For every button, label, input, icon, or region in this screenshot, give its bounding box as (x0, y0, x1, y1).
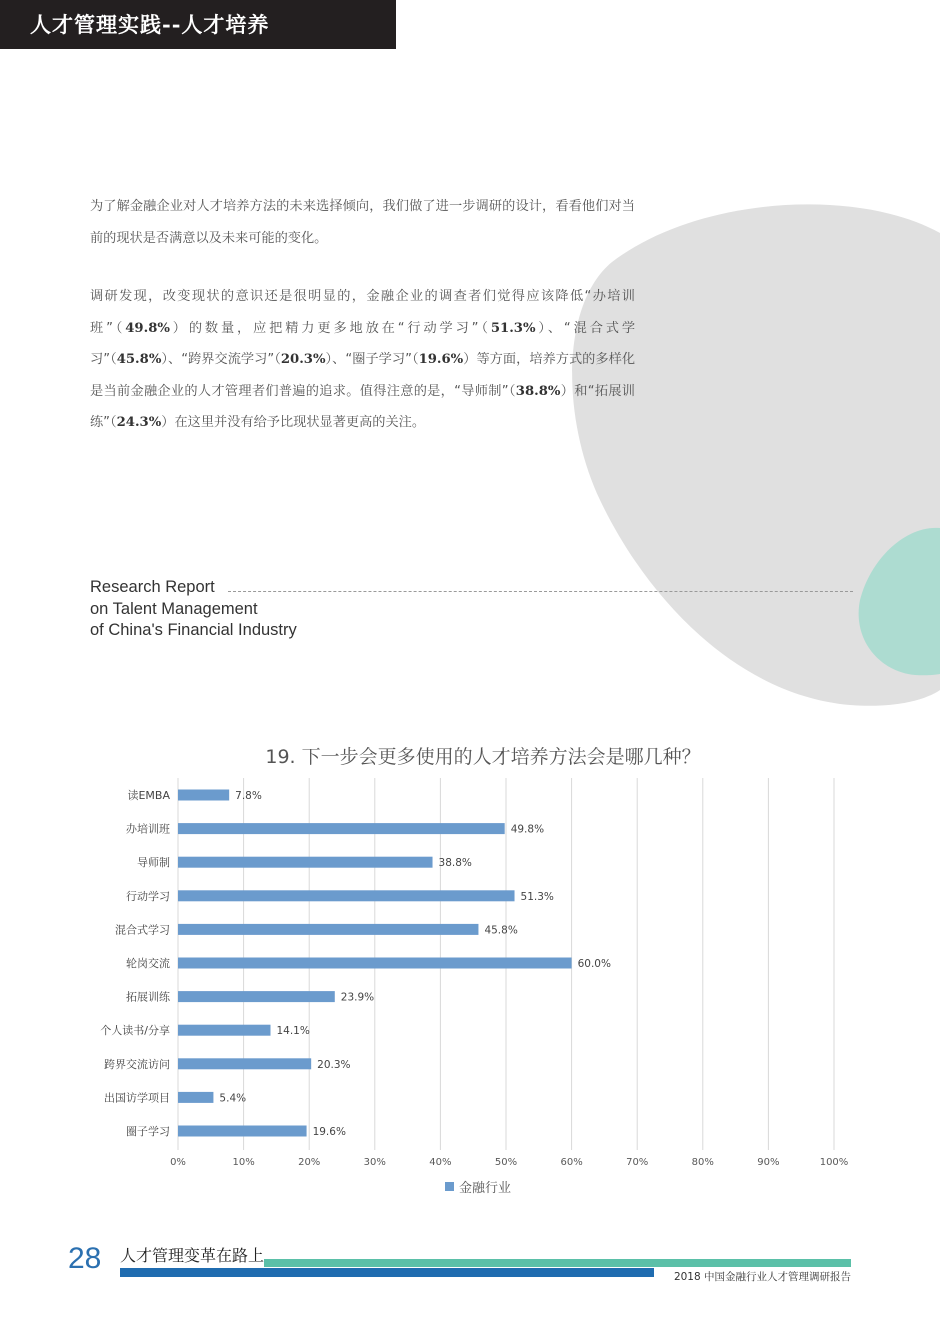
bar (178, 857, 433, 868)
category-label: 导师制 (137, 856, 170, 870)
bar (178, 1126, 307, 1137)
paragraph-text: ）、“跨界交流学习”（ (161, 352, 281, 367)
bar (178, 790, 229, 801)
value-label: 38.8% (438, 857, 472, 870)
bar (178, 890, 515, 901)
intro-paragraph: 为了解金融企业对人才培养方法的未来选择倾向，我们做了进一步调研的设计，看看他们对当前的现状是否满意以及未来可能的变化。 (90, 199, 635, 246)
legend-swatch (445, 1182, 454, 1191)
bar (178, 823, 505, 834)
value-label: 45.8% (484, 924, 518, 937)
category-label: 办培训班 (126, 822, 170, 836)
x-tick-label: 100% (819, 1157, 849, 1168)
value-label: 51.3% (520, 890, 554, 903)
section-header (0, 0, 396, 49)
x-tick-label: 10% (232, 1157, 255, 1168)
section-title: 人才管理实践--人才培养 (30, 12, 270, 37)
x-tick-label: 20% (298, 1157, 321, 1168)
footer-subtitle: 2018 中国金融行业人才管理调研报告 (673, 1271, 851, 1283)
footer-teal-bar (264, 1259, 851, 1267)
x-tick-label: 30% (363, 1157, 386, 1168)
category-label: 个人读书/分享 (100, 1024, 170, 1038)
percent-highlight: 20.3% (280, 352, 326, 367)
value-label: 5.4% (219, 1092, 247, 1105)
category-label: 行动学习 (126, 889, 170, 903)
percent-highlight: 19.6% (418, 352, 464, 367)
percent-highlight: 51.3% (490, 320, 536, 336)
percent-highlight: 49.8% (125, 320, 170, 336)
value-label: 20.3% (317, 1058, 351, 1071)
x-tick-label: 80% (691, 1157, 714, 1168)
bar (178, 1058, 311, 1069)
paragraph-text: ）、“圈子学习”（ (325, 352, 419, 367)
category-label: 读EMBA (127, 789, 170, 802)
report-title (90, 577, 297, 642)
report-title-line-3: of China's Financial Industry (90, 621, 297, 639)
category-label: 轮岗交流 (126, 957, 170, 970)
paragraph-text: ）、“混合式学习”（ (90, 320, 636, 367)
bar (178, 958, 572, 969)
x-tick-label: 40% (429, 1157, 452, 1168)
footer-title: 人才管理变革在路上 (120, 1246, 265, 1265)
x-tick-label: 50% (494, 1157, 518, 1168)
bar (178, 1025, 270, 1036)
category-label: 跨界交流访问 (104, 1057, 170, 1071)
bar-chart (0, 770, 940, 1175)
category-label: 出国访学项目 (104, 1091, 170, 1105)
report-title-line-1: Research Report (90, 578, 215, 596)
dashed-divider (228, 591, 853, 592)
value-label: 14.1% (276, 1025, 310, 1038)
category-label: 混合式学习 (115, 923, 170, 937)
paragraph-text: ）等方面，培养方式的多样化是当前金融企业的人才管理者们普遍的追求。值得注意的是，“导师制”（ (90, 352, 636, 399)
bar (178, 991, 335, 1002)
bar (178, 1092, 213, 1103)
paragraph-text: 调研发现，改变现状的意识还是很明显的，金融企业的调查者们觉得应该降低“办培训班”（ (90, 289, 635, 336)
footer-blue-bar (120, 1268, 654, 1277)
percent-highlight: 45.8% (116, 352, 162, 367)
findings-paragraph (90, 281, 635, 439)
x-tick-label: 90% (757, 1157, 780, 1168)
x-tick-label: 0% (170, 1157, 186, 1168)
paragraph-text: ）的数量，应把精力更多地放在“行动学习”（ (169, 320, 491, 336)
x-tick-label: 60% (560, 1157, 583, 1168)
value-label: 19.6% (312, 1126, 346, 1138)
percent-highlight: 24.3% (116, 415, 162, 430)
paragraph-text: ）和“拓展训练”（ (90, 383, 635, 430)
bar (178, 924, 478, 935)
chart-legend (445, 1177, 511, 1196)
paragraph-text: ）在这里并没有给予比现状显著更高的关注。 (161, 415, 426, 430)
x-tick-label: 70% (626, 1157, 649, 1168)
chart-title: 19. 下一步会更多使用的人才培养方法会是哪几种？ (265, 746, 701, 768)
report-title-line-2: on Talent Management (90, 599, 258, 618)
value-label: 60.0% (577, 958, 611, 970)
category-label: 拓展训练 (126, 990, 170, 1004)
value-label: 49.8% (510, 823, 545, 836)
category-label: 圈子学习 (126, 1125, 170, 1138)
percent-highlight: 38.8% (515, 383, 561, 399)
value-label: 23.9% (340, 991, 375, 1004)
legend-label: 金融行业 (459, 1181, 512, 1196)
page-number: 28 (68, 1242, 102, 1275)
value-label: 7.8% (235, 790, 262, 802)
